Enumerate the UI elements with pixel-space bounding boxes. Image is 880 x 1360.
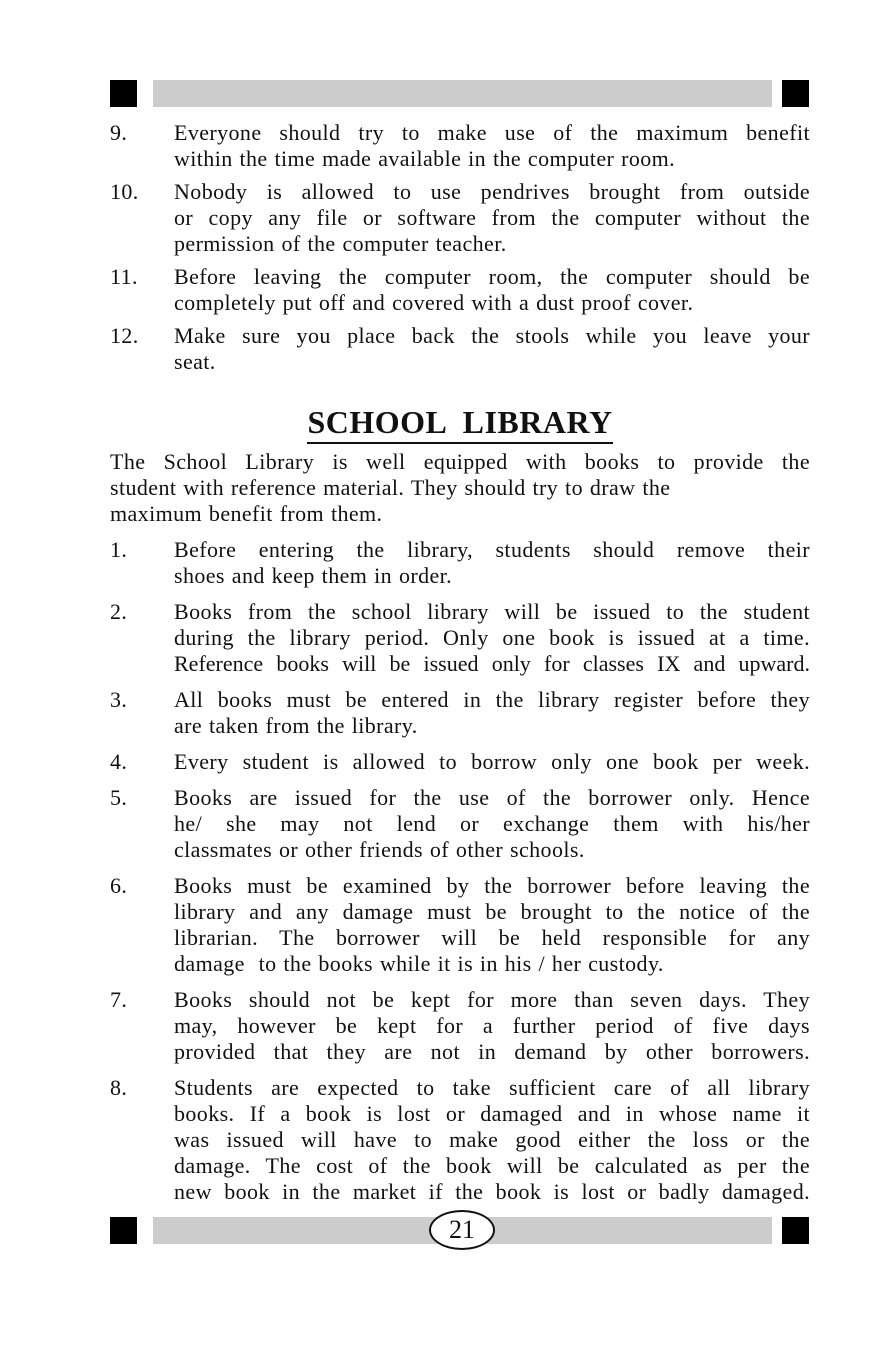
list-item [110,323,810,375]
text-line: librarian. The borrower will be held responsible for any [174,925,810,950]
text-line: Every student is allowed to borrow only one book per week. [174,749,810,774]
text-line: books. If a book is lost or damaged and in whose name it [174,1101,810,1126]
item-text [174,987,810,1065]
item-number: 7. [110,987,128,1012]
text-line: Make sure you place back the stools while you leave your [174,323,810,348]
text-line: damage to the books while it is in his / her custody. [174,951,664,976]
item-text [174,599,810,677]
text-line: damage. The cost of the book will be calculated as per the [174,1153,810,1178]
text-line: library and any damage must be brought to the notice of the [174,899,810,924]
item-number: 4. [110,749,128,774]
text-line: Nobody is allowed to use pendrives brought from outside [174,179,810,204]
text-line: Books should not be kept for more than seven days. They [174,987,810,1012]
text-line: are taken from the library. [174,713,418,738]
text-line: maximum benefit from them. [110,501,383,526]
item-number: 9. [110,120,128,145]
list-item [110,785,810,863]
text-line: Everyone should try to make use of the maximum benefit [174,120,810,145]
text-line: during the library period. Only one book is issued at a time. [174,625,810,650]
text-line: Books must be examined by the borrower before leaving the [174,873,810,898]
text-line: Books from the school library will be issued to the student [174,599,810,624]
text-line: new book in the market if the book is lost or badly damaged. [174,1179,810,1204]
item-text [174,179,810,257]
item-text [174,1075,810,1205]
item-number: 6. [110,873,128,898]
item-number: 10. [110,179,139,204]
text-line: completely put off and covered with a dust proof cover. [174,290,694,315]
text-line: The School Library is well equipped with books to provide the [110,449,810,474]
text-line: Students are expected to take sufficient care of all library [174,1075,810,1100]
text-line: within the time made available in the computer room. [174,146,676,171]
text-line: permission of the computer teacher. [174,231,507,256]
text-line: seat. [174,349,216,374]
text-line: Before leaving the computer room, the computer should be [174,264,810,289]
item-number: 3. [110,687,128,712]
item-number: 8. [110,1075,128,1100]
list-item [110,873,810,977]
text-line: may, however be kept for a further period of five days [174,1013,810,1038]
item-number: 5. [110,785,128,810]
item-number: 12. [110,323,139,348]
item-number: 2. [110,599,128,624]
item-number: 1. [110,537,128,562]
library-rules-list [110,537,810,1215]
item-text [174,323,810,375]
list-item [110,987,810,1065]
list-item [110,120,810,172]
header-right-square [782,80,809,107]
item-text [174,687,810,739]
list-item [110,1075,810,1205]
list-item [110,599,810,677]
item-text [174,749,810,775]
text-line: student with reference material. They should try to draw the [110,475,671,500]
header-gray-bar [153,80,772,107]
page-number: 21 [429,1210,495,1250]
section-title-wrap [110,406,810,444]
item-text [174,537,810,589]
list-item [110,537,810,589]
list-item [110,749,810,775]
intro-paragraph [110,449,810,527]
footer-left-square [110,1217,137,1244]
text-line: provided that they are not in demand by other borrowers. [174,1039,810,1064]
text-line: All books must be entered in the library register before they [174,687,810,712]
item-number: 11. [110,264,138,289]
item-text [174,120,810,172]
section-title: SCHOOL LIBRARY [307,406,612,444]
text-line: was issued will have to make good either the loss or the [174,1127,810,1152]
text-line: or copy any file or software from the computer without the [174,205,810,230]
item-text [174,785,810,863]
list-item [110,687,810,739]
item-text [174,873,810,977]
footer-right-square [782,1217,809,1244]
text-line: Reference books will be issued only for classes IX and upward. [174,651,810,676]
text-line: classmates or other friends of other schools. [174,837,585,862]
text-line: Books are issued for the use of the borrower only. Hence [174,785,810,810]
text-line: shoes and keep them in order. [174,563,453,588]
text-line: Before entering the library, students should remove their [174,537,810,562]
text-line: he/ she may not lend or exchange them with his/her [174,811,810,836]
header-left-square [110,80,137,107]
item-text [174,264,810,316]
computer-rules-list [110,120,810,382]
list-item [110,264,810,316]
list-item [110,179,810,257]
